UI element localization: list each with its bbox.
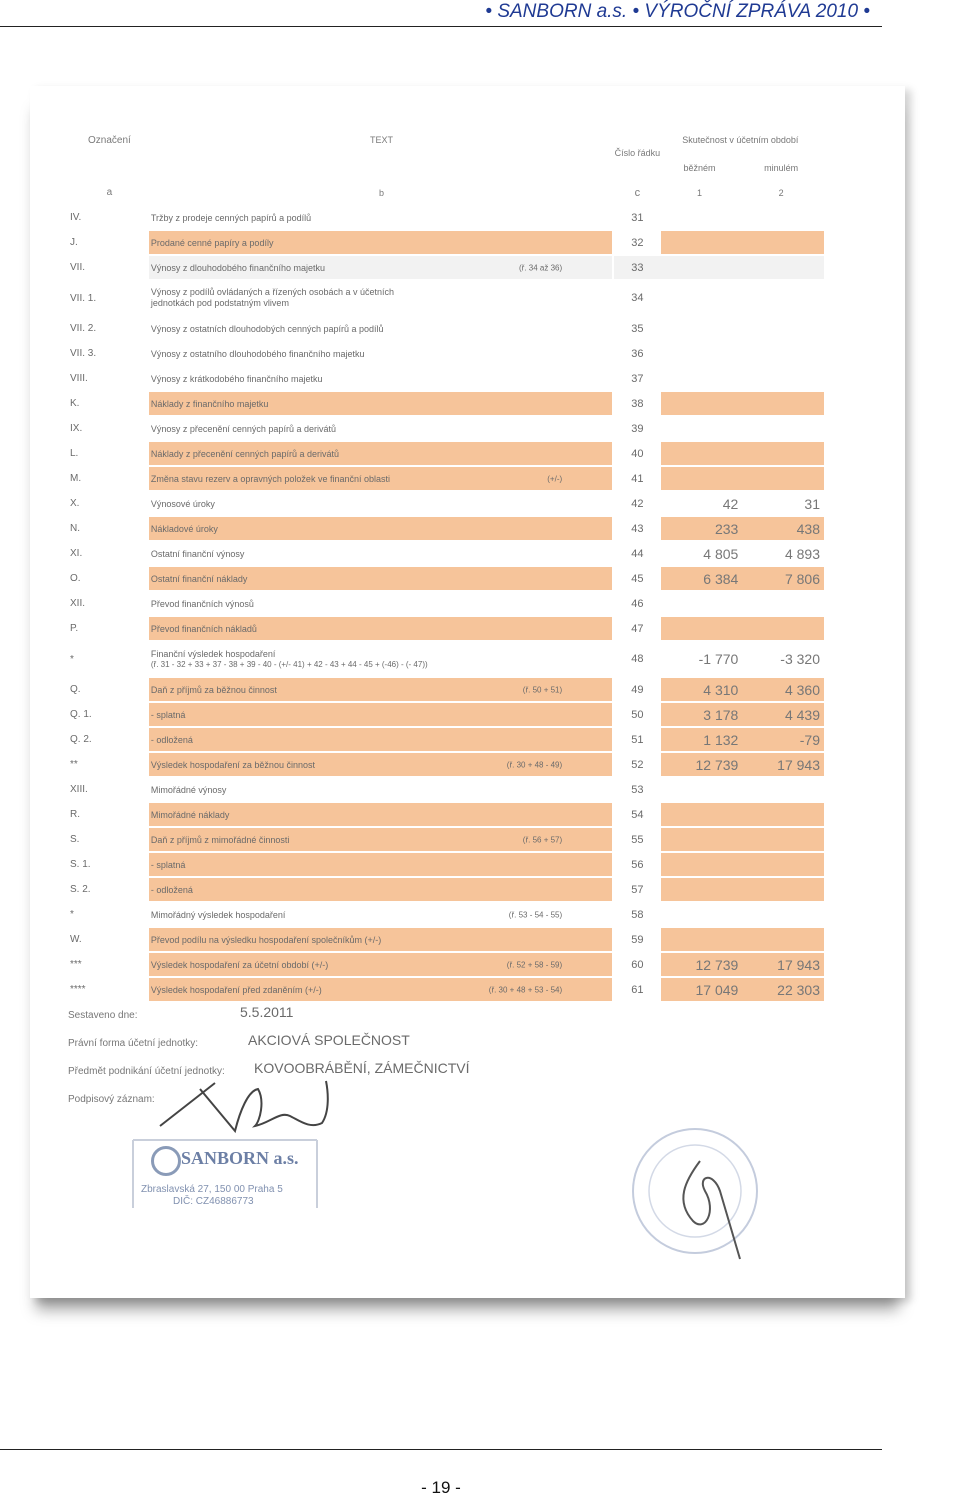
- row-previous-value: 7 806: [742, 566, 824, 591]
- table-row: [66, 255, 824, 280]
- row-mark: K.: [66, 391, 149, 416]
- row-line-number: 45: [613, 566, 661, 591]
- row-text: Nákladové úroky: [150, 523, 218, 534]
- row-previous-value: [742, 280, 824, 316]
- row-text: Finanční výsledek hospodaření: [150, 649, 276, 659]
- col-mark-header: Označení: [66, 126, 149, 155]
- row-mark: N.: [66, 516, 149, 541]
- income-statement-table: [66, 126, 824, 1003]
- table-header-row: [66, 126, 824, 155]
- row-text-cell: [149, 902, 613, 927]
- col-index-a: a: [66, 180, 149, 205]
- row-current-value: 4 310: [661, 677, 743, 702]
- row-current-value: 12 739: [661, 952, 743, 977]
- stamp-tax-id: DIČ: CZ46886773: [173, 1196, 254, 1207]
- row-text: Výnosové úroky: [150, 498, 215, 509]
- row-text-cell: [149, 677, 613, 702]
- row-line-number: 36: [613, 341, 661, 366]
- row-previous-value: [742, 591, 824, 616]
- row-previous-value: 4 893: [742, 541, 824, 566]
- row-text: Změna stavu rezerv a opravných položek ve finanční oblasti: [150, 473, 390, 484]
- stamp-address: Zbraslavská 27, 150 00 Praha 5: [141, 1184, 283, 1195]
- row-current-value: [661, 777, 743, 802]
- row-text-cell: [149, 802, 613, 827]
- col-index-1: 1: [661, 180, 743, 205]
- row-note: (ř. 50 + 51): [522, 685, 563, 694]
- table-row: [66, 927, 824, 952]
- row-text: Výnosy z dlouhodobého finančního majetku: [150, 262, 325, 273]
- row-text: Převod finančních nákladů: [150, 623, 257, 634]
- row-line-number: 38: [613, 391, 661, 416]
- row-mark: IV.: [66, 205, 149, 230]
- table-row: [66, 727, 824, 752]
- row-previous-value: 22 303: [742, 977, 824, 1002]
- row-text-cell: [149, 441, 613, 466]
- row-current-value: [661, 416, 743, 441]
- row-line-number: 58: [613, 902, 661, 927]
- row-text: Výnosy z ostatního dlouhodobého finančního majetku: [150, 348, 365, 359]
- row-text-cell: [149, 727, 613, 752]
- row-previous-value: [742, 366, 824, 391]
- row-previous-value: [742, 316, 824, 341]
- row-line-number: 54: [613, 802, 661, 827]
- row-note: (ř. 30 + 48 + 53 - 54): [488, 985, 563, 994]
- row-line-number: 61: [613, 977, 661, 1002]
- row-mark: Q.: [66, 677, 149, 702]
- row-text-cell: [149, 616, 613, 641]
- row-text: Daň z příjmů z mimořádné činnosti: [150, 834, 290, 845]
- table-row: [66, 752, 824, 777]
- row-note: (ř. 53 - 54 - 55): [508, 910, 563, 919]
- row-current-value: 42: [661, 491, 743, 516]
- row-current-value: [661, 927, 743, 952]
- date-row: [68, 1004, 588, 1032]
- table-row: [66, 977, 824, 1002]
- row-text-cell: [149, 541, 613, 566]
- row-text: Převod podílu na výsledku hospodaření společníkům (+/-): [150, 934, 382, 945]
- row-previous-value: 4 360: [742, 677, 824, 702]
- row-text-cell: [149, 852, 613, 877]
- row-mark: *: [66, 641, 149, 677]
- row-text: Výsledek hospodaření za účetní období (+/-): [150, 959, 329, 970]
- table-row: [66, 852, 824, 877]
- col-line-header: Číslo řádku: [613, 126, 661, 180]
- row-current-value: [661, 802, 743, 827]
- row-line-number: 55: [613, 827, 661, 852]
- row-current-value: [661, 255, 743, 280]
- row-previous-value: [742, 391, 824, 416]
- stamp-company-name: SANBORN a.s.: [181, 1148, 299, 1168]
- row-previous-value: [742, 230, 824, 255]
- row-previous-value: [742, 441, 824, 466]
- table-row: [66, 902, 824, 927]
- row-text-cell: [149, 466, 613, 491]
- row-previous-value: [742, 777, 824, 802]
- row-mark: S. 1.: [66, 852, 149, 877]
- row-current-value: 6 384: [661, 566, 743, 591]
- row-mark: S. 2.: [66, 877, 149, 902]
- table-row: [66, 827, 824, 852]
- legal-form-value: AKCIOVÁ SPOLEČNOST: [248, 1032, 410, 1048]
- row-text-cell: [149, 591, 613, 616]
- row-line-number: 53: [613, 777, 661, 802]
- row-mark: L.: [66, 441, 149, 466]
- row-mark: ***: [66, 952, 149, 977]
- row-previous-value: [742, 255, 824, 280]
- col-index-2: 2: [742, 180, 824, 205]
- table-row: [66, 641, 824, 677]
- row-current-value: [661, 341, 743, 366]
- row-current-value: [661, 366, 743, 391]
- row-mark: Q. 1.: [66, 702, 149, 727]
- legal-form-label: Právní forma účetní jednotky:: [68, 1038, 199, 1049]
- row-text: Náklady z finančního majetku: [150, 398, 269, 409]
- row-line-number: 56: [613, 852, 661, 877]
- row-text: Výnosy z ostatních dlouhodobých cenných papírů a podílů: [150, 323, 384, 334]
- table-row: [66, 591, 824, 616]
- row-line-number: 34: [613, 280, 661, 316]
- table-row: [66, 566, 824, 591]
- row-previous-value: -3 320: [742, 641, 824, 677]
- row-note: (+/-): [547, 474, 563, 483]
- row-mark: Q. 2.: [66, 727, 149, 752]
- scanned-statement-page: [30, 86, 905, 1298]
- row-line-number: 40: [613, 441, 661, 466]
- row-mark: ****: [66, 977, 149, 1002]
- row-previous-value: [742, 802, 824, 827]
- table-row: [66, 491, 824, 516]
- footer-divider: [0, 1449, 882, 1450]
- row-mark: *: [66, 902, 149, 927]
- row-current-value: [661, 616, 743, 641]
- row-mark: VIII.: [66, 366, 149, 391]
- row-current-value: [661, 852, 743, 877]
- table-row: [66, 952, 824, 977]
- row-text-cell: [149, 952, 613, 977]
- row-text: Výnosy z krátkodobého finančního majetku: [150, 373, 323, 384]
- row-mark: VII.: [66, 255, 149, 280]
- row-line-number: 51: [613, 727, 661, 752]
- row-previous-value: 17 943: [742, 952, 824, 977]
- row-text-cell: [149, 255, 613, 280]
- row-previous-value: 438: [742, 516, 824, 541]
- table-row: [66, 802, 824, 827]
- row-line-number: 41: [613, 466, 661, 491]
- row-line-number: 50: [613, 702, 661, 727]
- row-previous-value: -79: [742, 727, 824, 752]
- row-mark: X.: [66, 491, 149, 516]
- row-current-value: [661, 441, 743, 466]
- row-text-cell: [149, 205, 613, 230]
- row-text: Ostatní finanční náklady: [150, 573, 248, 584]
- row-note: (ř. 30 + 48 - 49): [506, 760, 563, 769]
- row-text: Mimořádný výsledek hospodaření: [150, 909, 286, 920]
- row-line-number: 43: [613, 516, 661, 541]
- table-row: [66, 230, 824, 255]
- row-line-number: 42: [613, 491, 661, 516]
- handwritten-signature: [140, 1071, 360, 1141]
- row-text-cell: [149, 491, 613, 516]
- row-text-cell: [149, 416, 613, 441]
- col-index-b: b: [149, 180, 613, 205]
- row-current-value: 1 132: [661, 727, 743, 752]
- col-index-c: c: [613, 180, 661, 205]
- table-row: [66, 877, 824, 902]
- row-current-value: 17 049: [661, 977, 743, 1002]
- row-current-value: [661, 230, 743, 255]
- table-index-row: [66, 180, 824, 205]
- date-value: 5.5.2011: [240, 1004, 294, 1020]
- row-mark: XIII.: [66, 777, 149, 802]
- row-line-number: 47: [613, 616, 661, 641]
- row-line-number: 44: [613, 541, 661, 566]
- row-formula: (ř. 31 - 32 + 33 + 37 - 38 + 39 - 40 - (+/- 41) + 42 - 43 + 44 - 45 + (-46) - (- 47)): [150, 660, 428, 669]
- table-row: [66, 516, 824, 541]
- row-mark: IX.: [66, 416, 149, 441]
- row-mark: XII.: [66, 591, 149, 616]
- row-mark: P.: [66, 616, 149, 641]
- row-current-value: -1 770: [661, 641, 743, 677]
- row-mark: VII. 3.: [66, 341, 149, 366]
- row-text-cell: [149, 877, 613, 902]
- row-text-cell: [149, 827, 613, 852]
- row-previous-value: [742, 827, 824, 852]
- table-row: [66, 777, 824, 802]
- row-current-value: [661, 902, 743, 927]
- running-title: • SANBORN a.s. • VÝROČNÍ ZPRÁVA 2010 •: [485, 1, 870, 22]
- row-previous-value: [742, 205, 824, 230]
- row-text: - splatná: [150, 859, 186, 870]
- row-line-number: 35: [613, 316, 661, 341]
- row-previous-value: 31: [742, 491, 824, 516]
- row-text-cell: [149, 230, 613, 255]
- row-current-value: [661, 391, 743, 416]
- row-mark: **: [66, 752, 149, 777]
- row-current-value: [661, 591, 743, 616]
- row-note: (ř. 56 + 57): [522, 835, 563, 844]
- business-value: KOVOOBRÁBĚNÍ, ZÁMEČNICTVÍ: [254, 1060, 470, 1076]
- row-line-number: 37: [613, 366, 661, 391]
- legal-form-row: [68, 1032, 588, 1060]
- row-text: Výsledek hospodaření před zdaněním (+/-): [150, 984, 322, 995]
- row-text: Mimořádné náklady: [150, 809, 230, 820]
- row-previous-value: [742, 902, 824, 927]
- row-text: Výnosy z podílů ovládaných a řízených osobách a v účetních jednotkách pod podstatným vlivem: [150, 287, 395, 308]
- row-text: - odložená: [150, 884, 193, 895]
- row-text-cell: [149, 641, 613, 677]
- row-text: Výsledek hospodaření za běžnou činnost: [150, 759, 315, 770]
- table-row: [66, 416, 824, 441]
- row-line-number: 31: [613, 205, 661, 230]
- row-line-number: 57: [613, 877, 661, 902]
- row-line-number: 49: [613, 677, 661, 702]
- row-mark: M.: [66, 466, 149, 491]
- row-previous-value: [742, 877, 824, 902]
- row-text: - splatná: [150, 709, 186, 720]
- row-current-value: 4 805: [661, 541, 743, 566]
- row-previous-value: [742, 616, 824, 641]
- row-text-cell: [149, 366, 613, 391]
- row-text: Mimořádné výnosy: [150, 784, 227, 795]
- row-text-cell: [149, 316, 613, 341]
- table-row: [66, 466, 824, 491]
- row-previous-value: [742, 466, 824, 491]
- row-previous-value: [742, 341, 824, 366]
- table-row: [66, 677, 824, 702]
- row-current-value: [661, 827, 743, 852]
- table-row: [66, 205, 824, 230]
- table-row: [66, 391, 824, 416]
- row-line-number: 46: [613, 591, 661, 616]
- table-subheader-row: [66, 155, 824, 180]
- table-row: [66, 316, 824, 341]
- row-text-cell: [149, 752, 613, 777]
- row-line-number: 39: [613, 416, 661, 441]
- row-text-cell: [149, 391, 613, 416]
- row-mark: R.: [66, 802, 149, 827]
- row-previous-value: 17 943: [742, 752, 824, 777]
- table-row: [66, 616, 824, 641]
- col-period-header: Skutečnost v účetním období: [661, 126, 824, 155]
- page-header: [0, 0, 882, 27]
- row-text: - odložená: [150, 734, 193, 745]
- round-seal-icon: [625, 1121, 765, 1261]
- row-text-cell: [149, 777, 613, 802]
- row-previous-value: [742, 416, 824, 441]
- row-current-value: 3 178: [661, 702, 743, 727]
- statement-table-wrapper: [66, 126, 824, 1003]
- row-previous-value: [742, 852, 824, 877]
- row-text: Převod finančních výnosů: [150, 598, 254, 609]
- row-text: Ostatní finanční výnosy: [150, 548, 245, 559]
- table-row: [66, 280, 824, 316]
- stamp-logo-icon: [151, 1146, 181, 1176]
- row-current-value: [661, 280, 743, 316]
- table-row: [66, 341, 824, 366]
- row-current-value: [661, 877, 743, 902]
- table-row: [66, 366, 824, 391]
- row-line-number: 60: [613, 952, 661, 977]
- row-note: (ř. 34 až 36): [519, 263, 563, 272]
- date-label: Sestaveno dne:: [68, 1010, 138, 1021]
- row-line-number: 48: [613, 641, 661, 677]
- row-current-value: 12 739: [661, 752, 743, 777]
- row-mark: O.: [66, 566, 149, 591]
- row-text-cell: [149, 927, 613, 952]
- row-mark: W.: [66, 927, 149, 952]
- row-text-cell: [149, 977, 613, 1002]
- row-text-cell: [149, 341, 613, 366]
- col-current-header: běžném: [661, 155, 743, 180]
- table-body: [66, 205, 824, 1002]
- signature-label: Podpisový záznam:: [68, 1094, 155, 1105]
- row-mark: VII. 2.: [66, 316, 149, 341]
- row-text: Prodané cenné papíry a podíly: [150, 237, 274, 248]
- row-text-cell: [149, 566, 613, 591]
- row-text: Náklady z přecenění cenných papírů a derivátů: [150, 448, 339, 459]
- row-mark: S.: [66, 827, 149, 852]
- row-line-number: 32: [613, 230, 661, 255]
- col-text-header: TEXT: [149, 126, 613, 155]
- table-row: [66, 541, 824, 566]
- table-row: [66, 441, 824, 466]
- row-line-number: 52: [613, 752, 661, 777]
- table-row: [66, 702, 824, 727]
- row-previous-value: 4 439: [742, 702, 824, 727]
- row-line-number: 59: [613, 927, 661, 952]
- row-mark: VII. 1.: [66, 280, 149, 316]
- business-label: Předmět podnikání účetní jednotky:: [68, 1066, 225, 1077]
- row-text-cell: [149, 702, 613, 727]
- row-text-cell: [149, 280, 613, 316]
- row-text: Daň z příjmů za běžnou činnost: [150, 684, 277, 695]
- company-stamp: [131, 1138, 321, 1210]
- row-note: (ř. 52 + 58 - 59): [506, 960, 563, 969]
- row-current-value: [661, 466, 743, 491]
- row-current-value: [661, 205, 743, 230]
- col-previous-header: minulém: [742, 155, 824, 180]
- row-line-number: 33: [613, 255, 661, 280]
- row-current-value: [661, 316, 743, 341]
- page-number: - 19 -: [421, 1478, 461, 1497]
- row-text: Tržby z prodeje cenných papírů a podílů: [150, 212, 312, 223]
- row-text: Výnosy z přecenění cenných papírů a derivátů: [150, 423, 336, 434]
- row-text-cell: [149, 516, 613, 541]
- row-previous-value: [742, 927, 824, 952]
- row-mark: J.: [66, 230, 149, 255]
- row-mark: XI.: [66, 541, 149, 566]
- row-current-value: 233: [661, 516, 743, 541]
